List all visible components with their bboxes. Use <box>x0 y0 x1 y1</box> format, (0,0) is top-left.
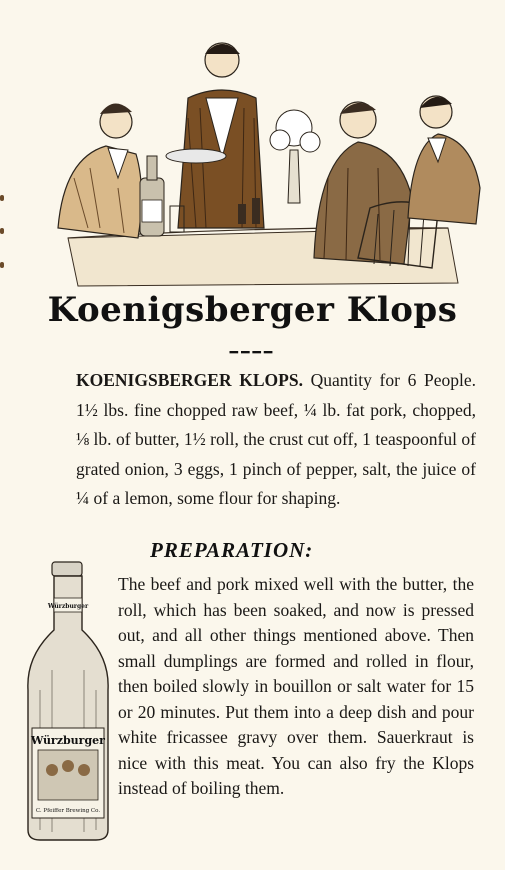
edge-mark <box>0 228 4 234</box>
seated-man-right <box>408 96 480 224</box>
edge-mark <box>0 195 4 201</box>
bottle-brewery-label: C. Pfeiffer Brewing Co. <box>35 808 101 814</box>
title-divider: ━━━━ <box>229 345 276 361</box>
dining-scene-illustration <box>28 28 488 290</box>
standing-waiter <box>166 43 264 228</box>
bottle-main-label: Würzburger <box>31 734 105 747</box>
ingredients-paragraph <box>76 366 476 514</box>
bottle-neck-label: Würzburger <box>47 603 89 610</box>
preparation-title: PREPARATION: <box>150 538 314 562</box>
seated-man-left <box>58 103 142 238</box>
beer-bottle-illustration <box>22 560 114 842</box>
edge-mark <box>0 262 4 268</box>
ingredients-heading: KOENIGSBERGER KLOPS. <box>76 370 303 390</box>
recipe-title: Koenigsberger Klops <box>47 290 458 330</box>
table-bottle <box>140 156 164 236</box>
ingredients-text: Quantity for 6 People. 1½ lbs. fine chopped raw beef, ¼ lb. fat pork, chopped, ⅛ lb. of butter, 1½ roll, the crust cut off, 1 teaspoonful of grated onion, 3 eggs, 1 pinch of pepper, salt, the juice of ¼ of a lemon, some flour for shaping. <box>76 370 476 508</box>
flower-vase <box>270 110 320 203</box>
preparation-text: The beef and pork mixed well with the butter, the roll, which has been soaked, and now is pressed out, and all other things mentioned above. Then small dumplings are formed and rolled in flour, then boiled slowly in bouillon or salt water for 15 or 20 minutes. Put them into a deep dish and pour white fricassee gravy over them. Sauerkraut is nice with this meat. You can also fry the Klops instead of boiling them. <box>118 574 474 798</box>
